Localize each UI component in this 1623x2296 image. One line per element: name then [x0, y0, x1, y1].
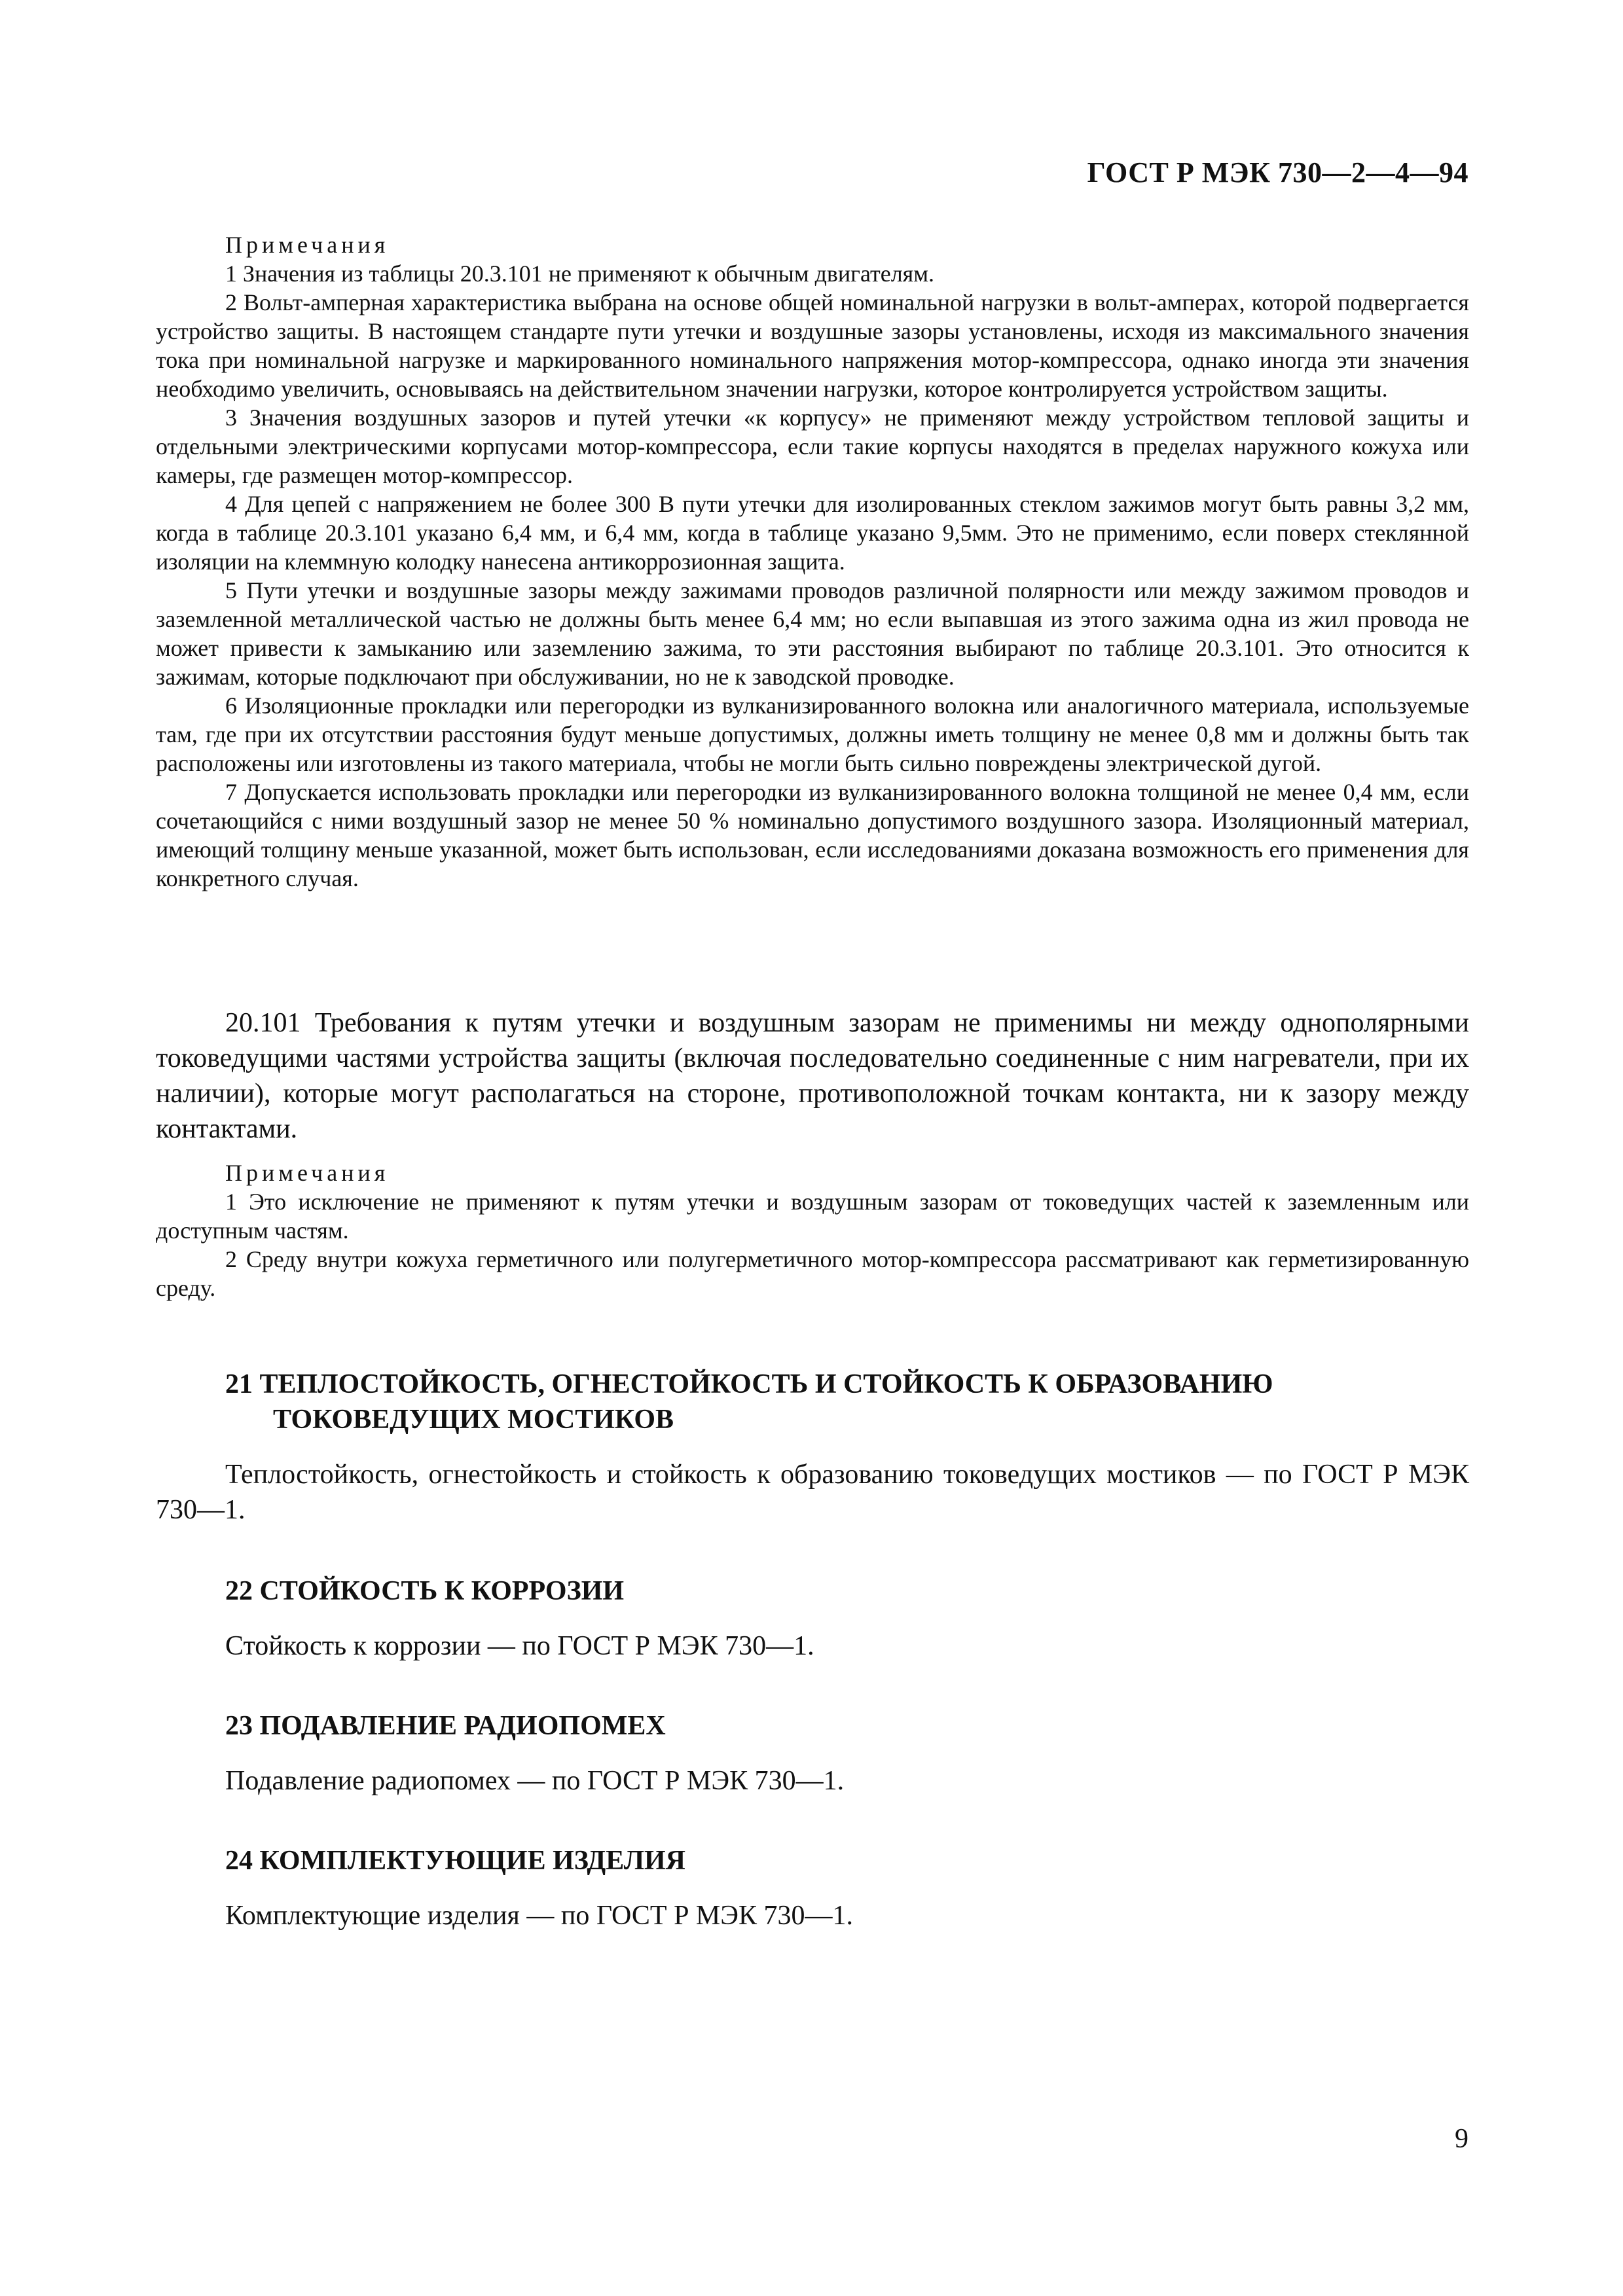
notes-block-2: [156, 1158, 1469, 1302]
notes-block-1: [156, 230, 1469, 893]
note-item: 5 Пути утечки и воздушные зазоры между зажимами проводов различной полярности или между зажимом проводов и заземленной металлической частью не должны быть менее 6,4 мм; но если выпавшая из этого зажима одна из жил провода не может привести к замыканию или заземлению зажима, то эти расстояния выбирают по таблице 20.3.101. Это относится к зажимам, которые подключают при обслуживании, но не к заводской проводке.: [156, 577, 1469, 690]
section-title: 23 ПОДАВЛЕНИЕ РАДИОПОМЕХ: [225, 1711, 666, 1741]
section-body: Подавление радиопомех — по ГОСТ Р МЭК 730—1.: [225, 1766, 845, 1796]
section-24: [156, 1843, 1469, 1933]
section-title-line-2: ТОКОВЕДУЩИХ МОСТИКОВ: [273, 1405, 674, 1435]
notes-title: Примечания: [225, 1160, 390, 1186]
document-header: ГОСТ Р МЭК 730—2—4—94: [1087, 156, 1468, 188]
note-item: 2 Среду внутри кожуха герметичного или полугерметичного мотор-компрессора рассматривают как герметизированную среду.: [156, 1246, 1469, 1301]
section-title: 24 КОМПЛЕКТУЮЩИЕ ИЗДЕЛИЯ: [225, 1846, 686, 1876]
notes-title: Примечания: [225, 232, 390, 258]
section-22: [156, 1573, 1469, 1664]
note-item: 1 Это исключение не применяют к путям утечки и воздушным зазорам от токоведущих частей к заземленным или доступным частям.: [156, 1189, 1469, 1244]
page-number: 9: [1455, 2124, 1468, 2154]
note-item: 1 Значения из таблицы 20.3.101 не применяют к обычным двигателям.: [225, 260, 935, 287]
section-title: [156, 1367, 1469, 1437]
note-item: 2 Вольт-амперная характеристика выбрана на основе общей номинальной нагрузки в вольт-амперах, которой подвергается устройство защиты. В настоящем стандарте пути утечки и воздушные зазоры установлены, исходя из максимального значения тока при номинальной нагрузке и маркированного номинального напряжения мотор-компрессора, однако иногда эти значения необходимо увеличить, основываясь на действительном значении нагрузки, которое контролируется устройством защиты.: [156, 289, 1469, 402]
note-item: 3 Значения воздушных зазоров и путей утечки «к корпусу» не применяют между устройством тепловой защиты и отдельными электрическими корпусами мотор-компрессора, если такие корпусы находятся в пределах наружного кожуха или камеры, где размещен мотор-компрессор.: [156, 404, 1469, 488]
note-item: 7 Допускается использовать прокладки или перегородки из вулканизированного волокна толщиной не менее 0,4 мм, если сочетающийся с ними воздушный зазор не менее 50 % номинально допустимого воздушного зазора. Изоляционный материал, имеющий толщину меньше указанной, может быть использован, если исследованиями доказана возможность его применения для конкретного случая.: [156, 779, 1469, 891]
section-body: Стойкость к коррозии — по ГОСТ Р МЭК 730—1.: [225, 1631, 814, 1661]
section-title-line-1: 21 ТЕПЛОСТОЙКОСТЬ, ОГНЕСТОЙКОСТЬ И СТОЙКОСТЬ К ОБРАЗОВАНИЮ: [225, 1369, 1273, 1399]
section-title: 22 СТОЙКОСТЬ К КОРРОЗИИ: [225, 1576, 625, 1606]
section-21: [156, 1367, 1469, 1528]
section-body: Теплостойкость, огнестойкость и стойкость к образованию токоведущих мостиков — по ГОСТ Р МЭК 730—1.: [156, 1460, 1469, 1525]
note-item: 4 Для цепей с напряжением не более 300 В пути утечки для изолированных стеклом зажимов могут быть равны 3,2 мм, когда в таблице 20.3.101 указано 6,4 мм, и 6,4 мм, когда в таблице указано 9,5мм. Это не применимо, если поверх стеклянной изоляции на клеммную колодку нанесена антикоррозионная защита.: [156, 491, 1469, 575]
section-body: Комплектующие изделия — по ГОСТ Р МЭК 730—1.: [225, 1901, 854, 1931]
clause-20-101: 20.101 Требования к путям утечки и воздушным зазорам не применимы ни между однополярными токоведущими частями устройства защиты (включая последовательно соединенные с ним нагреватели, при их наличии), которые могут располагаться на стороне, противоположной точкам контакта, ни к зазору между контактами.: [156, 1008, 1469, 1144]
note-item: 6 Изоляционные прокладки или перегородки из вулканизированного волокна или аналогичного материала, используемые там, где при их отсутствии расстояния будут меньше допустимых, должны иметь толщину не менее 0,8 мм и должны быть так расположены или изготовлены из такого материала, чтобы не могли быть сильно повреждены электрической дугой.: [156, 692, 1469, 776]
section-23: [156, 1708, 1469, 1799]
